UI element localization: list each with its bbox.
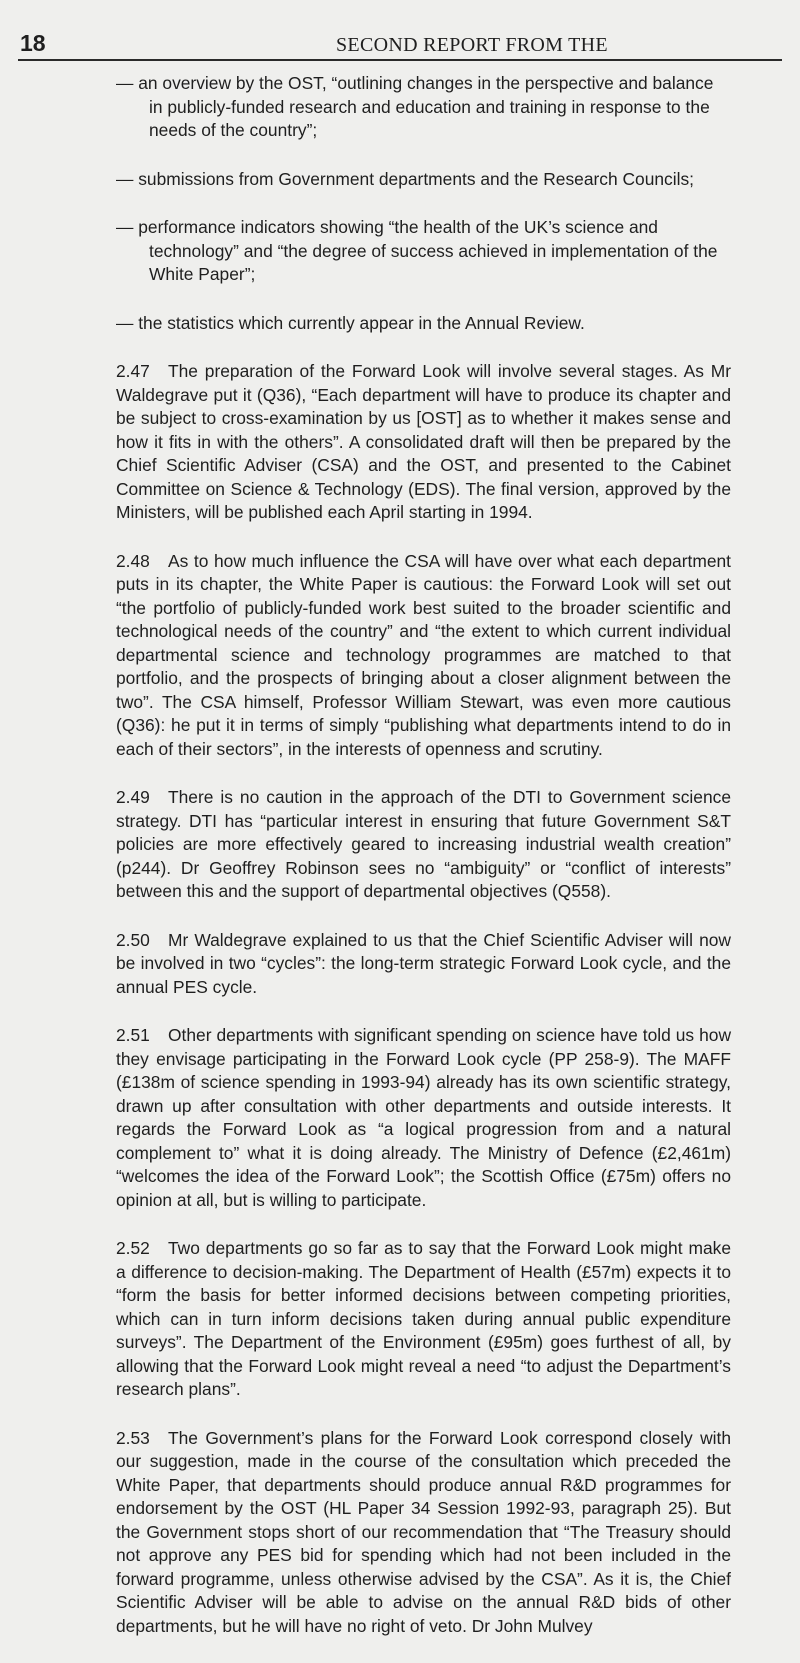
paragraph-number: 2.47	[116, 361, 150, 381]
paragraph-number: 2.51	[116, 1025, 150, 1045]
page-header	[0, 0, 800, 62]
bullet-item: — the statistics which currently appear in the Annual Review.	[116, 312, 585, 333]
paragraph-2-48	[116, 550, 731, 762]
page-number: 18	[20, 30, 46, 56]
paragraph-number: 2.49	[116, 787, 150, 807]
paragraph-2-52	[116, 1237, 731, 1402]
paragraph-number: 2.53	[116, 1427, 150, 1448]
paragraph-text: Other departments with significant spending on science have told us how they envisage participating in the Forward Look cycle (PP 258-9). The MAFF (£138m of science spending in 1993-94) already has its own scientific strategy, drawn up after consultation with other departments and outside interests. It regards the Forward Look as “a logical progression from and a natural complement to” what it is doing already. The Ministry of Defence (£2,461m) “welcomes the idea of the Forward Look”; the Scottish Office (£75m) offers no opinion at all, but is willing to participate.	[116, 1025, 731, 1210]
header-rule	[18, 59, 782, 61]
paragraph-2-47	[116, 360, 731, 525]
paragraph-2-49	[116, 786, 731, 904]
paragraph-2-53	[116, 1427, 731, 1639]
bullet-item: — submissions from Government departments and the Research Councils;	[116, 168, 695, 189]
paragraph-text: The Government’s plans for the Forward Look correspond closely with our suggestion, made in the course of the consultation which preceded the White Paper, that departments should produce annual R&D programmes for endorsement by the OST (HL Paper 34 Session 1992-93, paragraph 25). But the Government stops short of our recommendation that “The Treasury should not approve any PES bid for spending which had not been included in the forward programme, unless otherwise advised by the CSA”. As it is, the Chief Scientific Adviser will be able to advise on the annual R&D bids of other departments, but he will have no right of veto. Dr John Mulvey	[116, 1427, 731, 1636]
bullet-item: — an overview by the OST, “outlining changes in the perspective and balance in publicly-funded research and education and training in response to the needs of the country”;	[116, 73, 714, 140]
paragraph-text: Two departments go so far as to say that the Forward Look might make a difference to decision-making. The Department of Health (£57m) expects it to “form the basis for better informed decisions between competing priorities, which can in turn inform decisions taken during annual public expenditure surveys”. The Department of the Environment (£95m) goes furthest of all, by allowing that the Forward Look might reveal a need “to adjust the Department’s research plans”.	[116, 1238, 731, 1399]
paragraph-text: There is no caution in the approach of the DTI to Government science strategy. DTI has “particular interest in ensuring that future Government S&T policies are more effectively geared to increasing industrial wealth creation” (p244). Dr Geoffrey Robinson sees no “ambiguity” or “conflict of interests” between this and the support of departmental objectives (Q558).	[116, 787, 731, 901]
report-body	[116, 72, 731, 1663]
paragraph-2-50	[116, 929, 731, 1000]
paragraph-text: The preparation of the Forward Look will involve several stages. As Mr Waldegrave put it (Q36), “Each department will have to produce its chapter and be subject to cross-examination by us [OST] as to whether it makes sense and how it fits in with the others”. A consolidated draft will then be prepared by the Chief Scientific Adviser (CSA) and the OST, and presented to the Cabinet Committee on Science & Technology (EDS). The final version, approved by the Ministers, will be published each April starting in 1994.	[116, 361, 731, 522]
running-head: SECOND REPORT FROM THE	[336, 34, 608, 56]
paragraph-number: 2.50	[116, 929, 150, 950]
paragraph-text: Mr Waldegrave explained to us that the Chief Scientific Adviser will now be involved in two “cycles”: the long-term strategic Forward Look cycle, and the annual PES cycle.	[116, 929, 731, 997]
paragraph-2-51	[116, 1024, 731, 1212]
paragraph-number: 2.48	[116, 550, 150, 571]
bullet-item: — performance indicators showing “the health of the UK’s science and technology” and “the degree of success achieved in implementation of the White Paper”;	[116, 217, 718, 284]
paragraph-number: 2.52	[116, 1238, 150, 1258]
paragraph-text: As to how much influence the CSA will have over what each department puts in its chapter, the White Paper is cautious: the Forward Look will set out “the portfolio of publicly-funded work best suited to the broader scientific and technological needs of the country” and “the extent to which current individual departmental science and technology programmes are matched to that portfolio, and the prospects of bringing about a closer alignment between the two”. The CSA himself, Professor William Stewart, was even more cautious (Q36): he put it in terms of simply “publishing what departments intend to do in each of their sectors”, in the interests of openness and scrutiny.	[116, 550, 731, 759]
